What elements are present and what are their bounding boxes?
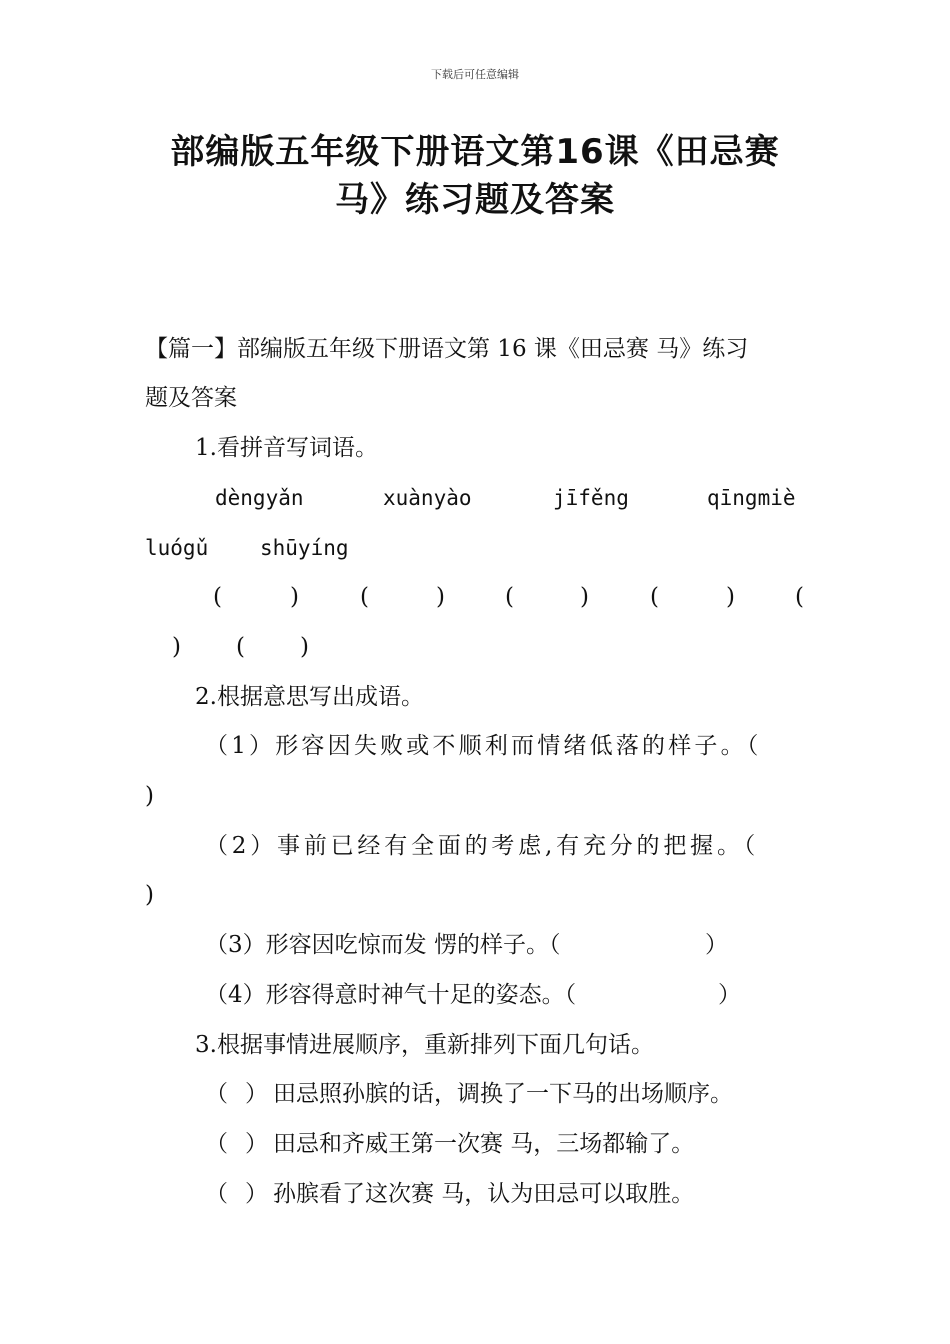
answer-blank-5-open: (: [795, 584, 804, 610]
answer-blank-2-close: ): [436, 584, 445, 610]
q2-item-1: （1）形容因失败或不顺利而情绪低落的样子。（: [205, 733, 762, 759]
q3-item-1: 田忌照孙膑的话，调换了一下马的出场顺序。: [273, 1081, 733, 1107]
q3-item-2-open: （: [205, 1131, 228, 1157]
answer-blank-4-open: (: [650, 584, 659, 610]
answer-blank-2-open: (: [360, 584, 369, 610]
answer-blank-6-close: ): [300, 634, 309, 660]
q2-item-4: （4）形容得意时神气十足的姿态。（: [205, 982, 577, 1008]
header-note: 下载后可任意编辑: [431, 68, 519, 81]
answer-blank-4-close: ): [726, 584, 735, 610]
q2-item-2-continuation: ): [145, 882, 154, 908]
q1-heading: 1.看拼音写词语。: [195, 435, 378, 461]
q3-item-3-close: ）: [245, 1181, 268, 1207]
pinyin-4: qīngmiè: [707, 486, 796, 510]
document-title-line-2: 马》练习题及答案: [335, 180, 615, 220]
document-title-line-1: 部编版五年级下册语文第16课《田忌赛: [170, 132, 780, 172]
pinyin-5: luógǔ: [145, 536, 209, 560]
q2-item-3: （3）形容因吃惊而发 愣的样子。（: [205, 932, 561, 958]
q3-heading: 3.根据事情进展顺序，重新排列下面几句话。: [195, 1032, 654, 1058]
q3-item-3: 孙膑看了这次赛 马，认为田忌可以取胜。: [273, 1181, 695, 1207]
section-heading-line-2: 题及答案: [145, 385, 237, 411]
answer-blank-6-open: (: [236, 634, 245, 660]
answer-blank-3-close: ): [580, 584, 589, 610]
pinyin-1: dèngyǎn: [215, 486, 304, 510]
answer-blank-5-close: ): [172, 634, 181, 660]
q2-item-4-close: ）: [718, 982, 741, 1008]
answer-blank-1-open: (: [213, 584, 222, 610]
q2-item-3-close: ）: [705, 932, 728, 958]
q2-item-1-continuation: ): [145, 783, 154, 809]
answer-blank-1-close: ): [290, 584, 299, 610]
q2-item-2: （2）事前已经有全面的考虑,有充分的把握。（: [205, 833, 760, 859]
q3-item-2-close: ）: [245, 1131, 268, 1157]
pinyin-3: jīfěng: [553, 486, 629, 510]
q3-item-1-close: ）: [245, 1081, 268, 1107]
section-heading-line-1: 【篇一】部编版五年级下册语文第 16 课《田忌赛 马》练习: [145, 336, 749, 362]
pinyin-2: xuànyào: [383, 486, 472, 510]
q3-item-2: 田忌和齐威王第一次赛 马，三场都输了。: [273, 1131, 695, 1157]
q3-item-3-open: （: [205, 1181, 228, 1207]
q2-heading: 2.根据意思写出成语。: [195, 684, 424, 710]
answer-blank-3-open: (: [505, 584, 514, 610]
pinyin-6: shūyíng: [260, 536, 349, 560]
q3-item-1-open: （: [205, 1081, 228, 1107]
